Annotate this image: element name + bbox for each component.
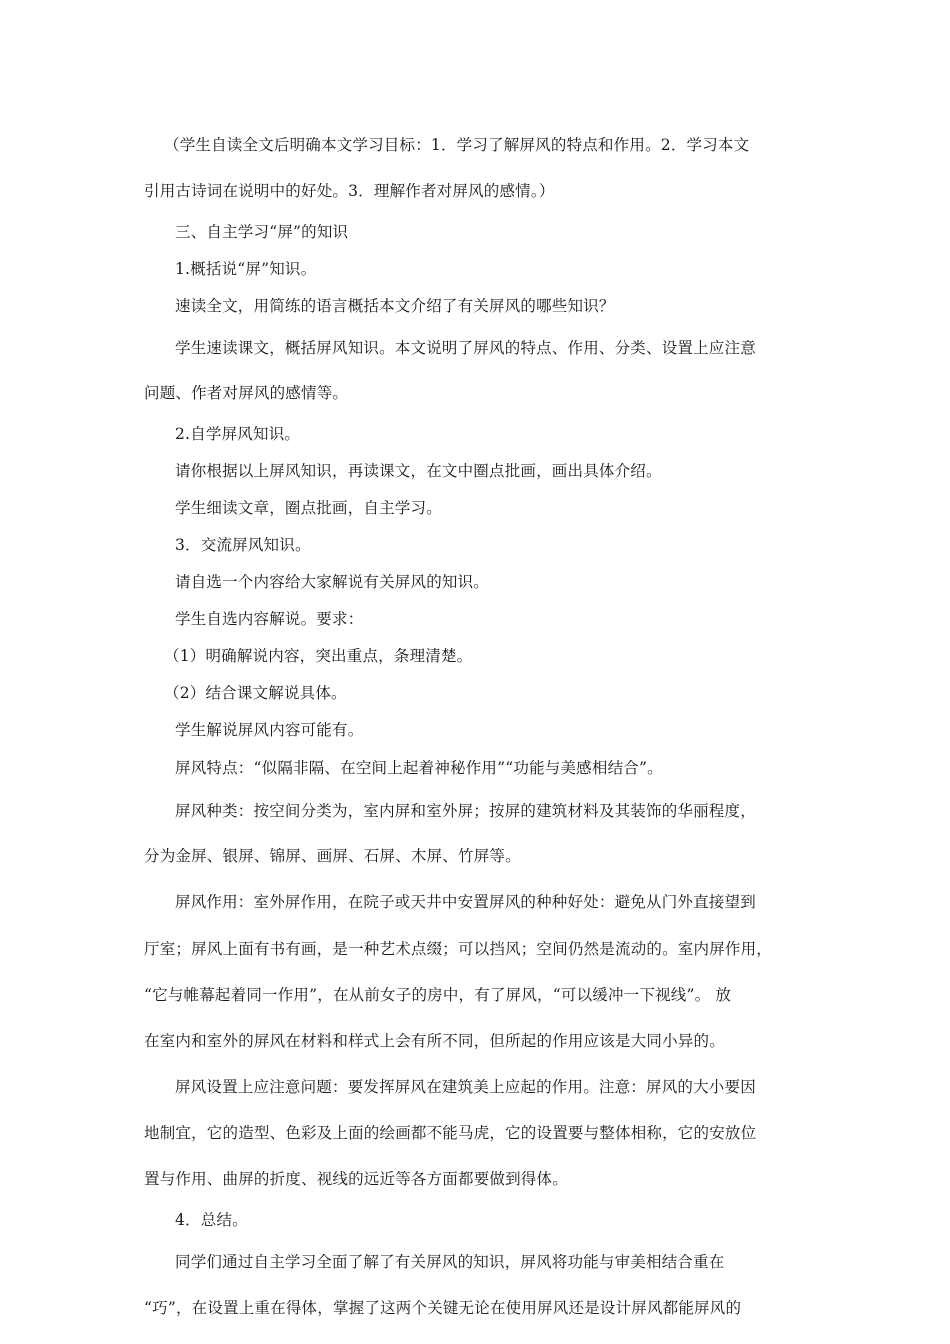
subsection-heading: 3．交流屏风知识。	[175, 536, 311, 554]
paragraph-line: 学生自选内容解说。要求：	[175, 610, 364, 628]
paragraph-line: 速读全文，用简练的语言概括本文介绍了有关屏风的哪些知识？	[175, 296, 615, 315]
subsection-heading: 4．总结。	[175, 1210, 248, 1229]
paragraph-line: 屏风设置上应注意问题：要发挥屏风在建筑美上应起的作用。注意：屏风的大小要因	[175, 1077, 756, 1096]
section-heading: 三、自主学习“屏”的知识	[175, 222, 349, 241]
subsection-heading: 2.自学屏风知识。	[175, 425, 301, 443]
list-item: （2）结合课文解说具体。	[164, 684, 347, 702]
paragraph-line: 厅室；屏风上面有书有画，是一种艺术点缀；可以挡风；空间仍然是流动的。室内屏作用，	[144, 939, 773, 958]
paragraph-line: 请你根据以上屏风知识，再读课文，在文中圈点批画，画出具体介绍。	[175, 462, 662, 480]
paragraph-line: 学生速读课文，概括屏风知识。本文说明了屏风的特点、作用、分类、设置上应注意	[175, 338, 756, 357]
paragraph-line: 屏风特点：“似隔非隔、在空间上起着神秘作用”“功能与美感相结合”。	[175, 759, 663, 777]
paragraph-line: “它与帷幕起着同一作用”，在从前女子的房中，有了屏风，“可以缓冲一下视线”。 放	[144, 986, 732, 1004]
paragraph-line: 学生细读文章，圈点批画，自主学习。	[175, 499, 442, 517]
paragraph-line: （学生自读全文后明确本文学习目标：1．学习了解屏风的特点和作用。2．学习本文	[164, 136, 750, 154]
paragraph-line: 引用古诗词在说明中的好处。3．理解作者对屏风的感情。）	[144, 181, 555, 200]
paragraph-line: 屏风种类：按空间分类为，室内屏和室外屏；按屏的建筑材料及其装饰的华丽程度，	[175, 801, 756, 820]
list-item: （1）明确解说内容，突出重点，条理清楚。	[164, 647, 473, 665]
paragraph-line: 学生解说屏风内容可能有。	[175, 721, 364, 739]
paragraph-line: 地制宜，它的造型、色彩及上面的绘画都不能马虎，它的设置要与整体相称，它的安放位	[144, 1124, 757, 1142]
paragraph-line: 同学们通过自主学习全面了解了有关屏风的知识，屏风将功能与审美相结合重在	[175, 1252, 725, 1271]
paragraph-line: “巧”，在设置上重在得体，掌握了这两个关键无论在使用屏风还是设计屏风都能屏风的	[144, 1299, 742, 1317]
paragraph-line: 问题、作者对屏风的感情等。	[144, 384, 349, 402]
paragraph-line: 请自选一个内容给大家解说有关屏风的知识。	[175, 573, 490, 591]
paragraph-line: 分为金屏、银屏、锦屏、画屏、石屏、木屏、竹屏等。	[144, 847, 521, 865]
paragraph-line: 置与作用、曲屏的折度、视线的远近等各方面都要做到得体。	[144, 1169, 568, 1188]
subsection-heading: 1.概括说“屏”知识。	[175, 259, 317, 278]
document-body	[144, 122, 812, 1332]
paragraph-line: 屏风作用：室外屏作用，在院子或天井中安置屏风的种种好处：避免从门外直接望到	[175, 893, 756, 911]
paragraph-line: 在室内和室外的屏风在材料和样式上会有所不同，但所起的作用应该是大同小异的。	[144, 1031, 725, 1050]
